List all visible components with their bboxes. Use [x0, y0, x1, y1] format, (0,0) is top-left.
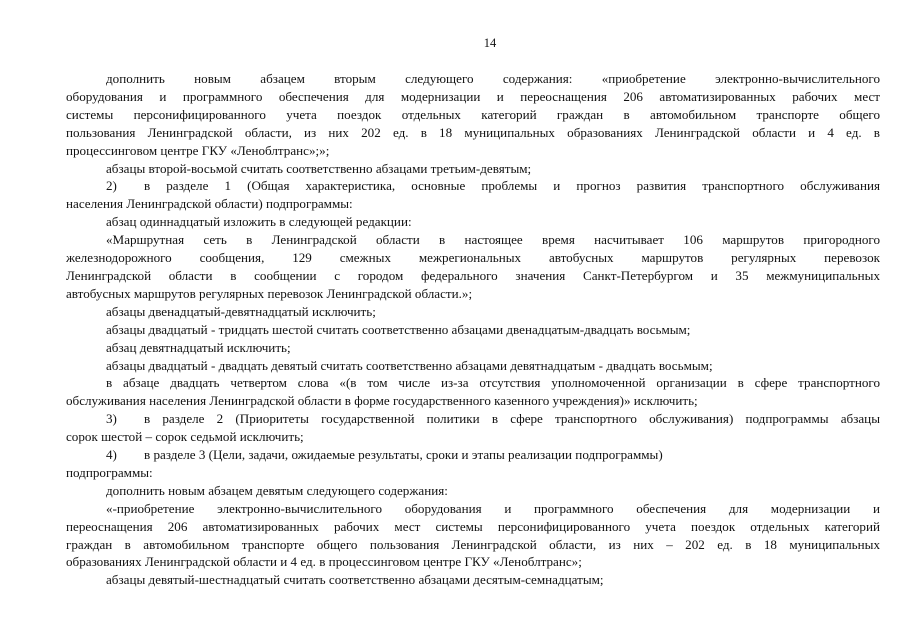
text-line: «-приобретение электронно-вычислительного оборудования и программного обеспечения для модернизации и [106, 500, 880, 516]
text-line: автобусных маршрутов регулярных перевозок Ленинградской области.»; [66, 285, 473, 301]
text-line: образованиях Ленинградской области и 4 ед. в процессинговом центре ГКУ «Леноблтранс»; [66, 554, 582, 570]
text-line: «Маршрутная сеть в Ленинградской области в настоящее время насчитывает 106 маршрутов пригородного [106, 232, 880, 248]
text-line: дополнить новым абзацем девятым следующего содержания: [106, 482, 448, 498]
paragraph [66, 339, 880, 357]
text-line: абзацы двадцатый - двадцать девятый считать соответственно абзацами девятнадцатым - двадцать восьмым; [106, 357, 713, 373]
item-number: 2) [106, 178, 117, 194]
paragraph [66, 321, 880, 339]
text-line: абзац одиннадцатый изложить в следующей редакции: [106, 214, 412, 230]
list-item-4 [66, 446, 880, 482]
text-span: в разделе 3 (Цели, задачи, ожидаемые результаты, сроки и этапы реализации подпрограммы) [144, 447, 663, 463]
paragraph-quote-route-network [66, 231, 880, 303]
paragraph [66, 374, 880, 410]
text-line: в абзаце двадцать четвертом слова «(в том числе из-за отсутствия уполномоченной организации в сфере транспортного [106, 375, 880, 391]
text-line: оборудования и программного обеспечения для модернизации и переоснащения 206 автоматизированных рабочих мест [66, 88, 880, 104]
item-number: 4) [106, 447, 117, 463]
text-line: процессинговом центре ГКУ «Леноблтранс»;»; [66, 142, 330, 158]
text-line: абзац девятнадцатый исключить; [106, 339, 291, 355]
text-line: подпрограммы: [66, 464, 153, 480]
text-line: пользования Ленинградской области, из них 202 ед. в 18 муниципальных образованиях Ленинградской области и 4 ед. в [66, 124, 880, 140]
text-line: дополнить новым абзацем вторым следующего содержания: «приобретение электронно-вычислительного [106, 71, 880, 86]
list-item-2 [66, 177, 880, 213]
paragraph [66, 482, 880, 500]
text-span: в разделе 1 (Общая характеристика, основные проблемы и прогноз развития транспортного обслуживания [144, 178, 880, 194]
text-line: сорок шестой – сорок седьмой исключить; [66, 429, 304, 445]
text-line [66, 410, 880, 428]
page-number: 14 [483, 36, 497, 50]
item-number: 3) [106, 411, 117, 427]
text-line [66, 177, 880, 195]
text-line: абзацы девятый-шестнадцатый считать соответственно абзацами десятым-семнадцатым; [106, 572, 604, 588]
paragraph [66, 357, 880, 375]
paragraph [66, 213, 880, 231]
text-line: железнодорожного сообщения, 129 смежных межрегиональных автобусных маршрутов регулярных перевозок [66, 250, 880, 266]
text-line: обслуживания населения Ленинградской области в форме государственного казенного учреждения)» исключить; [66, 393, 698, 409]
text-line [66, 446, 880, 464]
document-body [66, 70, 880, 589]
paragraph-add-second-abzac [66, 70, 880, 160]
text-line: Ленинградской области в сообщении с городом федерального значения Санкт-Петербургом и 35 межмуниципальных [66, 267, 880, 283]
paragraph [66, 303, 880, 321]
text-line: системы персонифицированного учета поездок отдельных категорий граждан в автомобильном транспорте общего [66, 106, 880, 122]
text-line: граждан в автомобильном транспорте общего пользования Ленинградской области, из них – 202 ед. в 18 муниципальных [66, 536, 880, 552]
text-line: абзацы второй-восьмой считать соответственно абзацами третьим-девятым; [106, 160, 532, 176]
paragraph-quote-equipment [66, 500, 880, 572]
text-line: населения Ленинградской области) подпрограммы: [66, 196, 353, 212]
text-line: абзацы двенадцатый-девятнадцатый исключить; [106, 303, 376, 319]
paragraph-renumber [66, 160, 880, 178]
paragraph [66, 571, 880, 589]
text-line: абзацы двадцатый - тридцать шестой считать соответственно абзацами двенадцатым-двадцать восьмым; [106, 321, 691, 337]
list-item-3 [66, 410, 880, 446]
text-span: в разделе 2 (Приоритеты государственной политики в сфере транспортного обслуживания) подпрограммы абзацы [144, 411, 880, 427]
text-line: переоснащения 206 автоматизированных рабочих мест системы персонифицированного учета поездок отдельных категорий [66, 518, 880, 534]
